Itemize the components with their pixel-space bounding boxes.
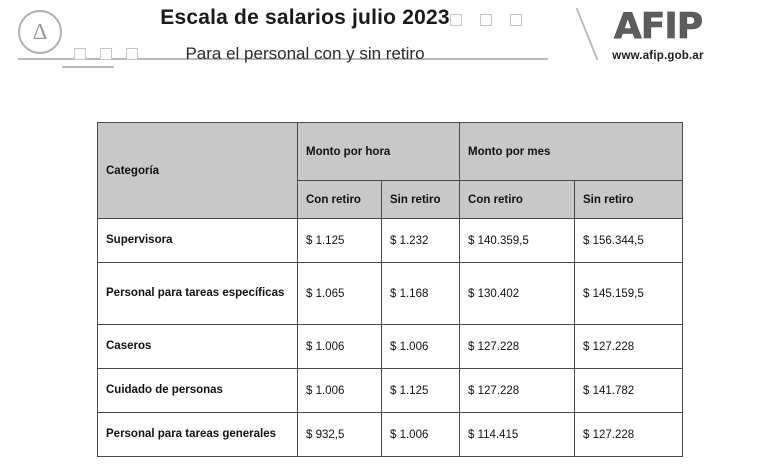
table-header-group-hour: Monto por hora [298, 123, 460, 181]
square-icon [510, 14, 522, 26]
table-row [98, 325, 683, 369]
table-header-month-con-retiro: Con retiro [460, 181, 575, 219]
page-header [0, 0, 760, 92]
row-category: Supervisora [98, 219, 298, 263]
row-value-month-con: $ 130.402 [460, 263, 575, 325]
row-category: Caseros [98, 325, 298, 369]
row-value-hour-con: $ 1.006 [298, 369, 382, 413]
row-value-month-sin: $ 156.344,5 [575, 219, 683, 263]
row-value-hour-sin: $ 1.168 [382, 263, 460, 325]
table-header-category: Categoría [98, 123, 298, 219]
row-value-hour-sin: $ 1.232 [382, 219, 460, 263]
row-value-hour-sin: $ 1.006 [382, 413, 460, 457]
salary-table-container [97, 122, 682, 457]
row-category: Personal para tareas específicas [98, 263, 298, 325]
afip-website-url: www.afip.gob.ar [612, 50, 704, 62]
row-value-hour-con: $ 932,5 [298, 413, 382, 457]
row-value-hour-con: $ 1.065 [298, 263, 382, 325]
row-value-hour-sin: $ 1.006 [382, 325, 460, 369]
row-value-month-sin: $ 145.159,5 [575, 263, 683, 325]
row-category: Personal para tareas generales [98, 413, 298, 457]
afip-logo [578, 8, 738, 62]
table-row [98, 369, 683, 413]
row-value-month-sin: $ 127.228 [575, 325, 683, 369]
row-category: Cuidado de personas [98, 369, 298, 413]
row-value-month-con: $ 114.415 [460, 413, 575, 457]
table-row [98, 219, 683, 263]
table-header-month-sin-retiro: Sin retiro [575, 181, 683, 219]
row-value-month-con: $ 140.359,5 [460, 219, 575, 263]
afip-circle-glyph-icon: ∆ [32, 19, 48, 44]
square-icon [480, 14, 492, 26]
row-value-month-con: $ 127.228 [460, 369, 575, 413]
row-value-month-sin: $ 141.782 [575, 369, 683, 413]
salary-table [97, 122, 683, 457]
square-icon [100, 48, 112, 60]
table-row [98, 413, 683, 457]
row-value-month-con: $ 127.228 [460, 325, 575, 369]
table-row [98, 263, 683, 325]
afip-logo-text: AFIP [613, 6, 703, 47]
square-icon [74, 48, 86, 60]
row-value-hour-sin: $ 1.125 [382, 369, 460, 413]
table-header-hour-con-retiro: Con retiro [298, 181, 382, 219]
table-header-group-month: Monto por mes [460, 123, 683, 181]
row-value-hour-con: $ 1.006 [298, 325, 382, 369]
row-value-hour-con: $ 1.125 [298, 219, 382, 263]
table-header-hour-sin-retiro: Sin retiro [382, 181, 460, 219]
row-value-month-sin: $ 127.228 [575, 413, 683, 457]
page-subtitle: Para el personal con y sin retiro [185, 44, 425, 63]
decorative-squares-left [74, 48, 138, 60]
page-title: Escala de salarios julio 2023 [160, 6, 450, 29]
table-header-row-groups [98, 123, 683, 181]
